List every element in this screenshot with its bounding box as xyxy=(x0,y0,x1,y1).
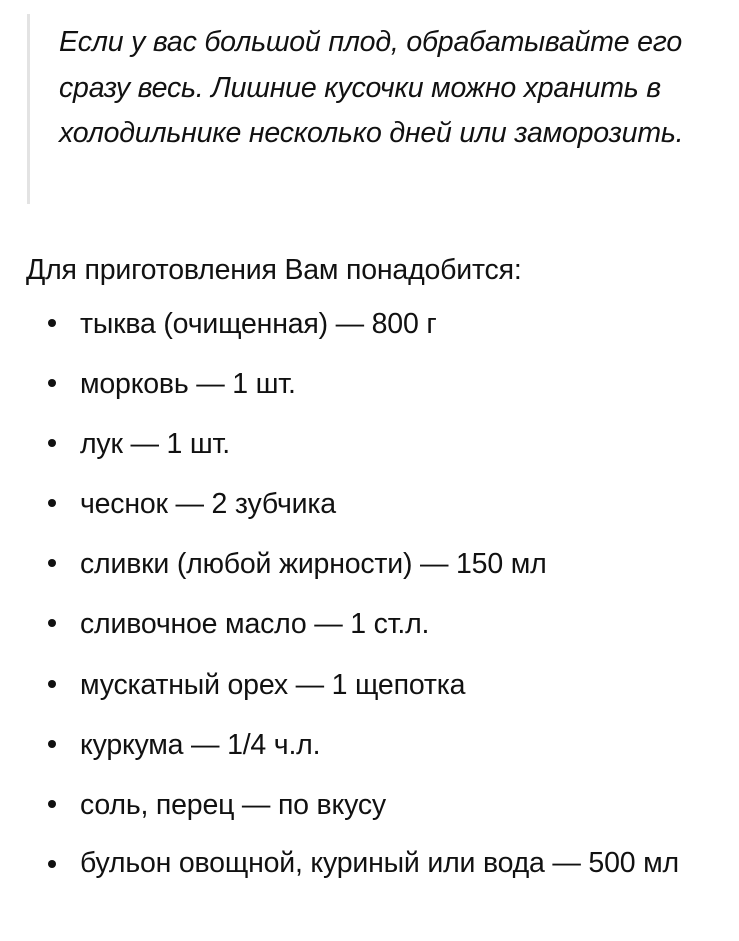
list-item xyxy=(0,422,700,466)
ingredient-text: куркума — 1/4 ч.л. xyxy=(80,728,321,761)
list-item xyxy=(0,542,700,586)
bullet-icon xyxy=(48,619,56,627)
ingredient-text: морковь — 1 шт. xyxy=(80,368,296,401)
bullet-icon xyxy=(48,319,56,327)
ingredient-text: бульон овощной, куриный или вода — 500 мл xyxy=(80,846,679,879)
list-item xyxy=(0,482,700,526)
ingredients-list xyxy=(0,302,739,899)
ingredients-intro: Для приготовления Вам понадобится: xyxy=(26,254,522,286)
bullet-icon xyxy=(48,379,56,387)
bullet-icon xyxy=(48,680,56,688)
list-item xyxy=(0,663,700,707)
bullet-icon xyxy=(48,499,56,507)
blockquote-text: Если у вас большой плод, обрабатывайте его сразу весь. Лишние кусочки можно хранить в холодильнике несколько дней или заморозить. xyxy=(59,26,684,149)
ingredient-text: тыква (очищенная) — 800 г xyxy=(80,308,437,340)
ingredient-text: соль, перец — по вкусу xyxy=(80,788,386,821)
ingredient-text: лук — 1 шт. xyxy=(80,428,230,461)
ingredient-text: сливки (любой жирности) — 150 мл xyxy=(80,548,547,581)
list-item xyxy=(0,302,700,346)
list-item xyxy=(0,602,700,646)
ingredient-text: мускатный орех — 1 щепотка xyxy=(80,668,466,701)
bullet-icon xyxy=(48,800,56,808)
ingredient-text: сливочное масло — 1 ст.л. xyxy=(80,608,430,641)
bullet-icon xyxy=(48,740,56,748)
bullet-icon xyxy=(48,439,56,447)
list-item xyxy=(0,362,700,406)
bullet-icon xyxy=(48,559,56,567)
ingredient-text: чеснок — 2 зубчика xyxy=(80,488,336,521)
bullet-icon xyxy=(48,860,56,868)
list-item xyxy=(0,783,700,827)
list-item xyxy=(0,843,700,883)
list-item xyxy=(0,723,700,767)
blockquote-tip xyxy=(27,14,717,204)
